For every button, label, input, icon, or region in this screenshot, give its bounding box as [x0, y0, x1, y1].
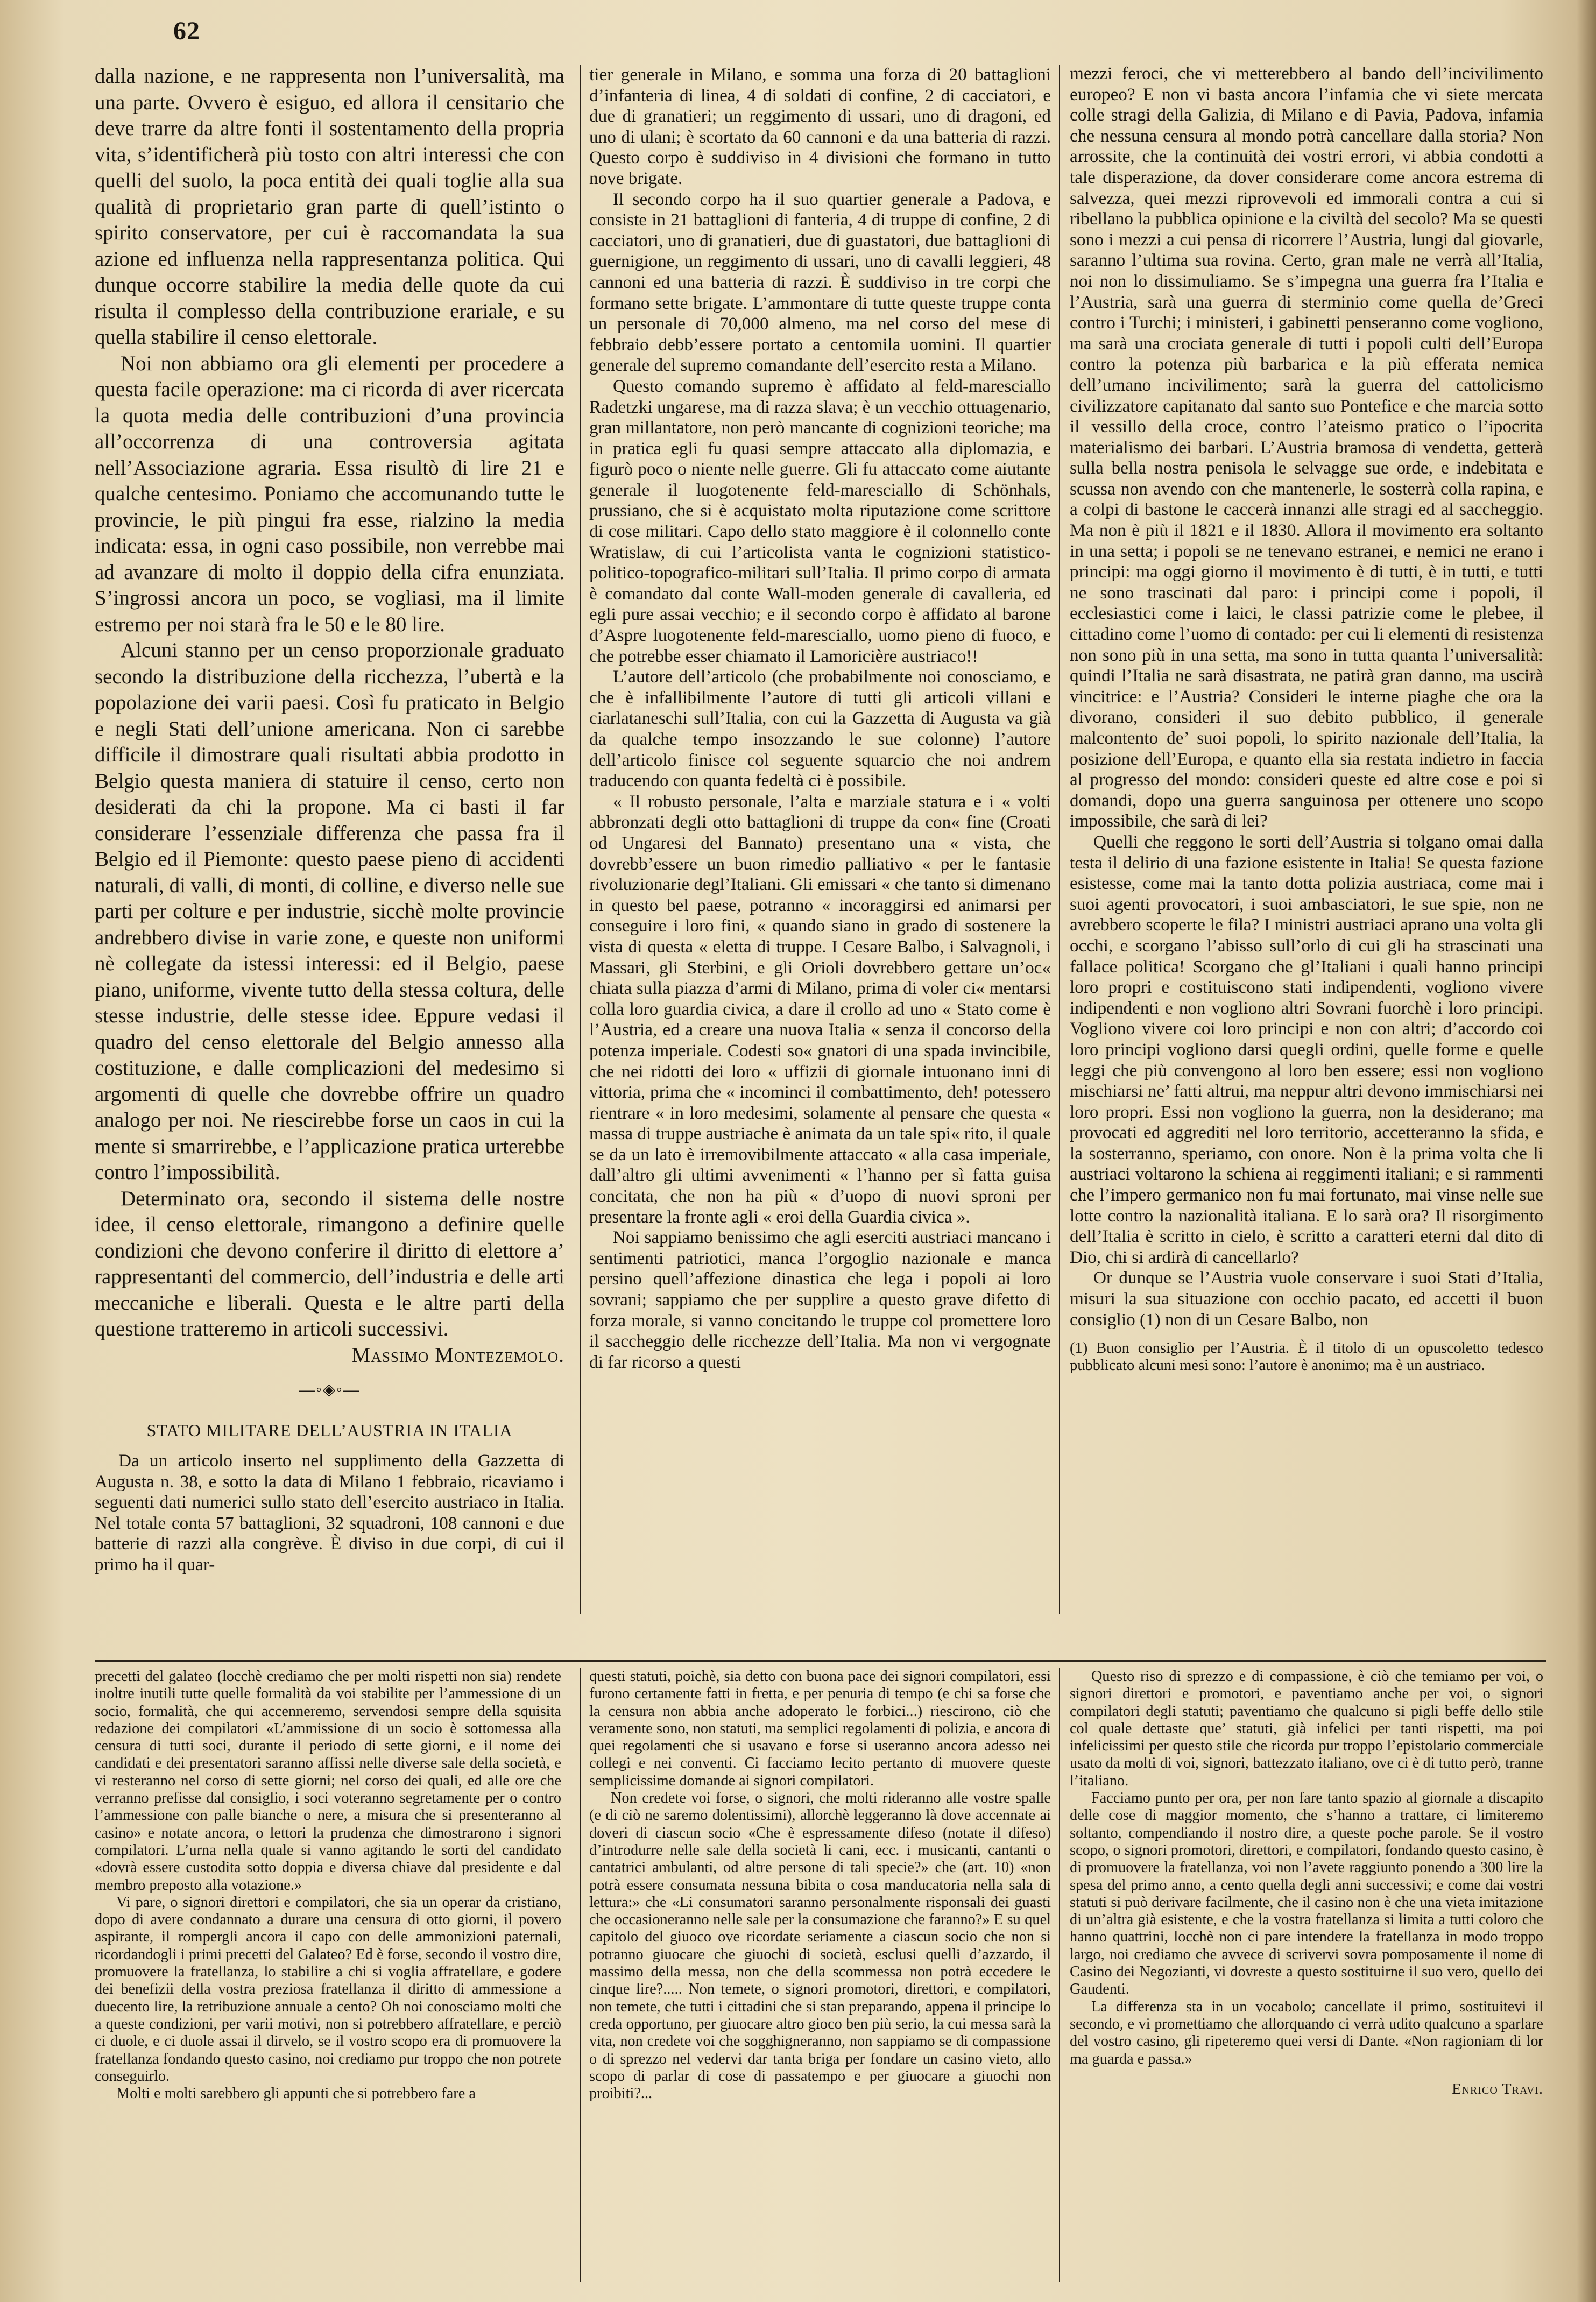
paragraph: Non credete voi forse, o signori, che molti rideranno alle vostre spalle (e di ciò ne saremo dolentissimi), allorchè leggeranno là dove accennate ai doveri di ciascun socio «Che è espressamente difeso (notate il difeso) d’introdurre nelle sale della società li cani, ecc. i musicanti, cantanti o cantatrici ambulanti, od altre persone di tali specie?» che (art. 10) «non potrà essere consumata nessuna bibita o cosa manducatoria nella sala di lettura:» che «Li consumatori saranno personalmente risponsali dei guasti che occasioneranno nelle sale per la consumazione che faranno?» E su quel capitolo del giuoco ove ricordate seriamente a ciascun socio che non si potranno giuocare che giuochi di società, esclusi quelli d’azzardo, il massimo della messa, non che della scommessa non potrà eccedere le cinque lire?..... Non temete, o signori promotori, direttori, e compilatori, non temete, che tutti i cittadini che si stan preparando, appena il principe lo creda opportuno, per giuocare altro gioco ben più serio, la cui messa sarà la vita, non credete voi che sogghigneranno, non sappiamo se di compassione o di sprezzo nel vedervi dar tanta briga per fondare un casino vieto, allo scopo di parlar di cose di passatempo e per giuocare a giuochi non proibiti?... [589, 1790, 1051, 2102]
paragraph: Questo comando supremo è affidato al feld-maresciallo Radetzki ungarese, ma di razza slava; è un vecchio ottuagenario, gran millantatore, non però mancante di cognizioni teoriche; ma in pratica egli fu quasi sempre attaccato alla diplomazia, e figurò poco o niente nelle guerre. Gli fu attaccato come aiutante generale il luogotenente feld-maresciallo di Schönhals, prussiano, che si è acquistato molta riputazione come scrittore di cose militari. Capo dello stato maggiore è il colonnello conte Wratislaw, di cui l’articolista vanta le cognizioni statistico-politico-topografico-militari sull’Italia. Il primo corpo di armata è comandato dal conte Wall-moden generale di cavalleria, ed egli pure assai vecchio; e il secondo corpo è affidato al barone d’Aspre luogotenente feld-maresciallo, uomo pieno di fuoco, e che potrebbe esser chiamato il Lamoricière austriaco!! [589, 376, 1051, 666]
paragraph: questi statuti, poichè, sia detto con buona pace dei signori compilatori, essi furono certamente fatti in fretta, e per penuria di tempo (e chi sa forse che la censura non abbia anche adoperato le forbici...) riescirono, ciò che veramente sono, non statuti, ma semplici regolamenti di polizia, e ancora di quei regolamenti che si usavano e forse si useranno ancora adesso nei collegi e nei conventi. Ci facciamo lecito pertanto di muovere queste semplicissime domande ai signori compilatori. [589, 1668, 1051, 1789]
column-rule [580, 65, 581, 1614]
ornament-divider: —◦◈◦— [299, 1381, 361, 1399]
signature: Massimo Montezemolo. [351, 1343, 564, 1367]
paragraph: La differenza sta in un vocabolo; cancellate il primo, sostituitevi il secondo, e vi promettiamo che allorquando ci verrà udito qualcuno a sparlare del vostro casino, gli ripeteremo quei versi di Dante. «Non ragioniam di lor ma guarda e passa.» [1070, 1998, 1543, 2067]
column-2 [589, 65, 1051, 1622]
paragraph: Molti e molti sarebbero gli appunti che si potrebbero fare a [116, 2085, 476, 2102]
paragraph: Noi non abbiamo ora gli elementi per procedere a questa facile operazione: ma ci ricorda di aver ricercata la quota media delle contribuzioni d’una provincia all’occorrenza di una controversia agitata nell’Associazione agraria. Essa risultò di lire 21 e qualche centesimo. Poniamo che accomunando tutte le provincie, le più pingui fra esse, rialzino la media indicata: essa, in ogni caso possibile, non verrebbe mai ad avanzare di molto il doppio della cifra enunziata. S’ingrossi ancora un poco, se vogliasi, ma il limite estremo per noi starà fra le 50 e le 80 lire. [95, 351, 564, 636]
footnote: (1) Buon consiglio per l’Austria. È il titolo di un opuscoletto tedesco pubblicato alcuni mesi sono: l’autore è anonimo; ma è un austriaco. [1070, 1340, 1543, 1374]
paragraph: tier generale in Milano, e somma una forza di 20 battaglioni d’infanteria di linea, 4 di soldati di confine, 2 di cacciatori, e due di granatieri; un reggimento di ussari, uno di dragoni, ed uno di ulani; è scortato da 60 cannoni e da una batteria di razzi. Questo corpo è suddiviso in 4 divisioni che formano in tutto nove brigate. [589, 65, 1051, 188]
article-title: STATO MILITARE DELL’AUSTRIA IN ITALIA [146, 1420, 513, 1440]
column-rule [1059, 65, 1060, 1614]
paragraph: Noi sappiamo benissimo che agli eserciti austriaci mancano i sentimenti patriotici, manca l’orgoglio nazionale e manca persino quell’affezione dinastica che lega i popoli ai loro sovrani; sappiamo che per supplire a questo grave difetto di forza morale, si vanno concitando le truppe col promettere loro il saccheggio delle ricchezze dell’Italia. Ma non vi vergognate di far ricorso a questi [589, 1227, 1051, 1372]
paragraph: Questo riso di sprezzo e di compassione, è ciò che temiamo per voi, o signori direttori e promotori, e paventiamo anche per voi, o signori compilatori degli statuti; paventiamo che qualcuno si pigli beffe dello stile col quale dettaste que’ statuti, già infelici per tanti rispetti, ma poi infelicissimi per questo stile che ricorda pur troppo l’epistolario commerciale usato da molti di voi, signori, battezzato italiano, ove ci è di tutto però, tranne l’italiano. [1070, 1668, 1543, 1789]
column-rule [580, 1668, 581, 2282]
paragraph: Da un articolo inserto nel supplimento della Gazzetta di Augusta n. 38, e sotto la data di Milano 1 febbraio, ricaviamo i seguenti dati numerici sullo stato dell’esercito austriaco in Italia. Nel totale conta 57 battaglioni, 32 squadroni, 108 cannoni e due batterie di razzi alla congrève. È diviso in due corpi, di cui il primo ha il quar- [95, 1451, 564, 1574]
paragraph: Il secondo corpo ha il suo quartier generale a Padova, e consiste in 21 battaglioni di fanteria, 4 di truppe di confine, 2 di cacciatori, uno di granatieri, due di guastatori, due battaglioni di guernigione, un reggimento di ussari, uno di cavalli leggieri, 48 cannoni ed una batteria di razzi. È suddiviso in tre corpi che formano sette brigate. L’ammontare di tutte queste truppe conta un personale di 70,000 almeno, ma nel corso del mese di febbraio debb’essere portato a centomila uomini. Il quartier generale del supremo comandante dell’esercito resta a Milano. [589, 189, 1051, 376]
paragraph: precetti del galateo (locchè crediamo che per molti rispetti non sia) rendete inoltre inutili tutte quelle formalità da voi stabilite per l’ammessione di un socio, formalità, che qui accenneremo, servendosi sempre della squisita redazione dei compilatori «L’ammissione di un socio è sottomessa alla censura di tutti soci, durante il periodo di sette giorni, e il nome dei candidati e dei presentatori saranno affissi nelle diverse sale della società, e vi resteranno nel corso di sette giorni; nel corso dei quali, ed alle ore che verranno prefisse dal consiglio, i soci voteranno segretamente per o contro l’ammessione con palle bianche o nere, a misura che si presenteranno al casino» e notate ancora, o lettori la prudenza che dimostrarono i signori compilatori. L’urna nella quale si vanno agitando le sorti del candidato «dovrà essere custodita sotto doppia e diversa chiave dal presidente e dal membro preposto alla votazione.» [95, 1668, 561, 1894]
paragraph: Or dunque se l’Austria vuole conservare i suoi Stati d’Italia, misuri la sua situazione con occhio pacato, ed accetti il buon consiglio (1) non di un Cesare Balbo, non [1070, 1268, 1543, 1330]
paragraph: Facciamo punto per ora, per non fare tanto spazio al giornale a discapito delle cose di maggior momento, che s’hanno a trattare, ci limiteremo soltanto, compendiando il nostro dire, a queste poche parole. Se il vostro scopo, o signori promotori, direttori, e compilatori, fondando questo casino, è di promuovere la fratellanza, voi non l’avete raggiunto ponendo a 300 lire la spesa del primo anno, a cento quella degli anni successivi; e come dai vostri statuti si può derivare facilmente, che il casino non è che una vieta imitazione di un’altra già esistente, e che la vostra fratellanza si limita a tutti coloro che hanno quattrini, locchè non ci pare intendere la fratellanza in modo troppo largo, noi crediamo che avvece di scrivervi sovra pomposamente il nome di Casino dei Negozianti, vi dovreste a questo sostituirne il suo vero, quello dei Gaudenti. [1070, 1790, 1543, 1998]
feuilleton-rule [95, 1660, 1546, 1662]
signature: Enrico Travi. [1452, 2080, 1543, 2098]
paragraph: Vi pare, o signori direttori e compilatori, che sia un operar da cristiano, dopo di avere condannato a durare una censura di otto giorni, il povero aspirante, il rompergli ancora il capo con delle ammonizioni paternali, ricordandogli i primi precetti del Galateo? Ed è forse, secondo il vostro dire, promuovere la fratellanza, lo stabilire a chi si voglia affratellare, e godere dei benefizii della vostra preziosa fratellanza il diritto di ammessione a duecento lire, la retribuzione annuale a cento? Oh noi conosciamo molti che a queste condizioni, per varii motivi, non si potrebbero affratellare, e perciò ci duole, e ci duole assai il dirvelo, se il vostro scopo era di promuovere la fratellanza fondando questo casino, noi crediamo pur troppo che non potrete conseguirlo. [95, 1894, 561, 2085]
column-1 [95, 63, 564, 1602]
paragraph: mezzi feroci, che vi metterebbero al bando dell’incivilimento europeo? E non vi basta ancora l’infamia che vi siete mercata colle stragi della Galizia, di Milano e di Pavia, Padova, infamia che nessuna censura al mondo potrà cancellare dalla storia? Non arrossite, che la continuità dei vostri errori, vi abbia condotti a tale disperazione, da dover considerare come ancora estrema di salvezza, quei mezzi riprovevoli ed immorali contra a cui si ribellano la pubblica opinione e la civiltà del secolo? Ma se questi sono i mezzi a cui pensa di ricorrere l’Austria, lungi dal giovarle, saranno l’ultima sua rovina. Certo, gran male ne verrà all’Italia, noi non lo dissimuliamo. Se s’impegna una guerra fra l’Italia e l’Austria, sarà una guerra di sterminio come quella de’Greci contro i Turchi; i ministeri, i gabinetti penseranno come vogliono, ma sarà una crociata generale di tutti i popoli culti dell’Europa contro la potenza più barbarica e la più efferata nemica dell’umano incivilimento; sarà la guerra del cattolicismo civilizzatore capitanato dal santo suo Pontefice e che marcia sotto il vessillo della croce, contro l’ateismo pratico o l’ipocrita materialismo dei barbari. L’Austria bramosa di vendetta, getterà sulla bella nostra penisola le selvagge sue orde, e indebitata e scussa non avendo con che mantenerle, le sosterrà colla rapina, e a colpi di bastone le caccerà innanzi alle stragi ed al saccheggio. Ma non è più il 1821 e il 1830. Allora il movimento era soltanto in una setta; i popoli se ne tenevano estranei, e nemici ne erano i principi: ma oggi giorno il movimento è di tutti, è in tutti, e tutti ne sono trascinati dal paro: i principi come i popoli, il ecclesiastici come i laici, le classi patrizie come le plebee, il cittadino come l’uomo di contado: per cui li elementi di resistenza non sono più in una setta, ma sono in tutta quanta l’universalità: quindi l’Italia ne sarà disastrata, ne patirà gran danno, ma uscirà vincitrice: e l’Austria? Consideri le interne piaghe che ora la divorano, consideri il suo debito pubblico, il generale malcontento de’ suoi popoli, lo spirito nazionale dell’Italia, la posizione dell’Europa, e quanto ella sia restata indietro in faccia al progresso del mondo: consideri queste ed altre cose e poi si domandi, dopo una guerra sanguinosa per ottenere uno scopo impossibile, che sarà di lei? [1070, 63, 1543, 831]
paragraph: Alcuni stanno per un censo proporzionale graduato secondo la distribuzione della ricchezza, l’ubertà e la popolazione dei varii paesi. Così fu praticato in Belgio e negli Stati dell’unione americana. Non ci sarebbe difficile il dimostrare quali risultati abbia prodotto in Belgio questa maniera di statuire il censo, certo non desiderati da chi la propone. Ma ci basti il far considerare l’essenziale differenza che passa fra il Belgio ed il Piemonte: questo paese pieno di accidenti naturali, di valli, di monti, di colline, e diverso nelle sue parti per colture e per industrie, sicchè molte provincie andrebbero divise in varie zone, e queste non uniformi nè collegate da istessi interessi: ed il Belgio, paese piano, uniforme, vivente tutto della stessa coltura, delle stesse industrie, delle stesse idee. Eppure vedasi il quadro del censo elettorale del Belgio annesso alla costituzione, e dalle complicazioni del medesimo si argomenti di quelle che dovrebbe offrire un quadro analogo per noi. Ne riescirebbe forse un caos in cui la mente si smarrirebbe, e l’applicazione pratica urterebbe contro l’impossibilità. [95, 639, 564, 1184]
page-number: 62 [173, 17, 200, 45]
feuilleton-column-3 [1070, 1668, 1543, 2287]
paragraph: dalla nazione, e ne rappresenta non l’universalità, ma una parte. Ovvero è esiguo, ed allora il censitario che deve trarre da altre fonti il sostentamento della propria vita, s’identificherà più tosto con altri interessi che con quelli del suolo, la poca entità dei quali toglie alla sua qualità di proprietario gran parte di quell’istinto o spirito conservatore, per cui è raccomandata la sua azione ed influenza nella rappresentanza politica. Qui dunque occorre stabilire la media delle quote da cui risulta il complesso della contribuzione erariale, e su quella stabilire il censo elettorale. [95, 65, 564, 349]
paragraph: L’autore dell’articolo (che probabilmente noi conosciamo, e che è infallibilmente l’autore di tutti gli articoli villani e ciarlataneschi sull’Italia, con cui la Gazzetta di Augusta va già da qualche tempo insozzando le sue colonne) l’autore dell’articolo finisce col seguente squarcio che noi andrem traducendo con quanta fedeltà ci è possibile. [589, 667, 1051, 791]
paragraph: Determinato ora, secondo il sistema delle nostre idee, il censo elettorale, rimangono a definire quelle condizioni che devono conferire il diritto di elettore a’ rappresentanti del commercio, dell’industria e delle arti meccaniche e liberali. Questa e le altre parti della questione tratteremo in articoli successivi. [95, 1187, 564, 1340]
paragraph: Quelli che reggono le sorti dell’Austria si tolgano omai dalla testa il delirio di una fazione esistente in Italia! Se questa fazione esistesse, come mai la tanto dotta polizia austriaca, come mai i suoi agenti provocatori, i suoi ambasciatori, le sue spie, non ne avrebbero scoperte le fila? I ministri austriaci aprano una volta gli occhi, e scorgano l’abisso sull’orlo di cui gli ha strascinati una fallace politica! Scorgano che gl’Italiani i quali hanno principi loro propri e costituiscono stati indipendenti, vogliono vivere indipendenti e non vogliono altri Sovrani fuorchè i loro principi. Vogliono vivere coi loro principi e non con altri; d’accordo coi loro principi vogliono darsi quegli ordini, quelle forme e quelle leggi che più convengono al loro ben essere; essi non vogliono mischiarsi ne’ fatti altrui, ma neppur altri devono immischiarsi nei loro propri. Essi non vogliono la guerra, non la desiderano; ma provocati ed aggrediti nel loro territorio, accetteranno la sfida, e la sosterranno, speriamo, con onore. Non è la prima volta che li austriaci voltarono la schiena ai reggimenti italiani; e si rammenti che l’impero germanico non fu mai fortunato, mai vinse nelle sue lotte contro la nazionalità italiana. E lo sarà ora? Il risorgimento dell’Italia è scritto in cielo, è scritto a caratteri eterni dal dito di Dio, chi si ardirà di cancellarlo? [1070, 831, 1543, 1267]
column-rule [1059, 1668, 1060, 2282]
feuilleton-column-2 [589, 1668, 1051, 2287]
feuilleton-column-1 [95, 1668, 561, 2287]
column-3 [1070, 63, 1543, 1623]
page-binding-shadow [1577, 0, 1596, 2302]
quotation: « Il robusto personale, l’alta e marziale statura e i « volti abbronzati degli otto battaglioni di truppe da con« fine (Croati od Ungaresi del Bannato) presentano una « vista, che dovrebb’essere un buon rimedio palliativo « per le fantasie rivoluzionarie degl’Italiani. Gli emissari « che tanto si dimenano in questo bel paese, potranno « incoraggirsi ed animarsi per conseguire i loro fini, « quando siano in grado di sostenere la vista di questa « eletta di truppe. I Cesare Balbo, i Salvagnoli, i Massari, gli Sterbini, e gli Orioli dovrebbero gettare un’oc« chiata sulla piazza d’armi di Milano, prima di voler ci« mentarsi colla loro guardia civica, a dare il crollo ad uno « Stato come è l’Austria, ed a creare una nuova Italia « senza il concorso della potenza imperiale. Codesti so« gnatori di una spada invincibile, che nei ridotti dei loro « uffizii di giornale intuonano inni di vittoria, prima che « incominci il combattimento, deh! potessero rientrare « in loro medesimi, solamente al pensare che questa « massa di truppe austriache è animata da un tale spi« rito, il quale se da un lato è irremovibilmente attaccato « alla casa imperiale, dall’altro gli ultimi avvenimenti « l’hanno per sì fatta guisa concitata, che non ha più « d’uopo di nuovi sproni per presentare la fronte agli « eroi della Guardia civica ». [589, 791, 1051, 1227]
